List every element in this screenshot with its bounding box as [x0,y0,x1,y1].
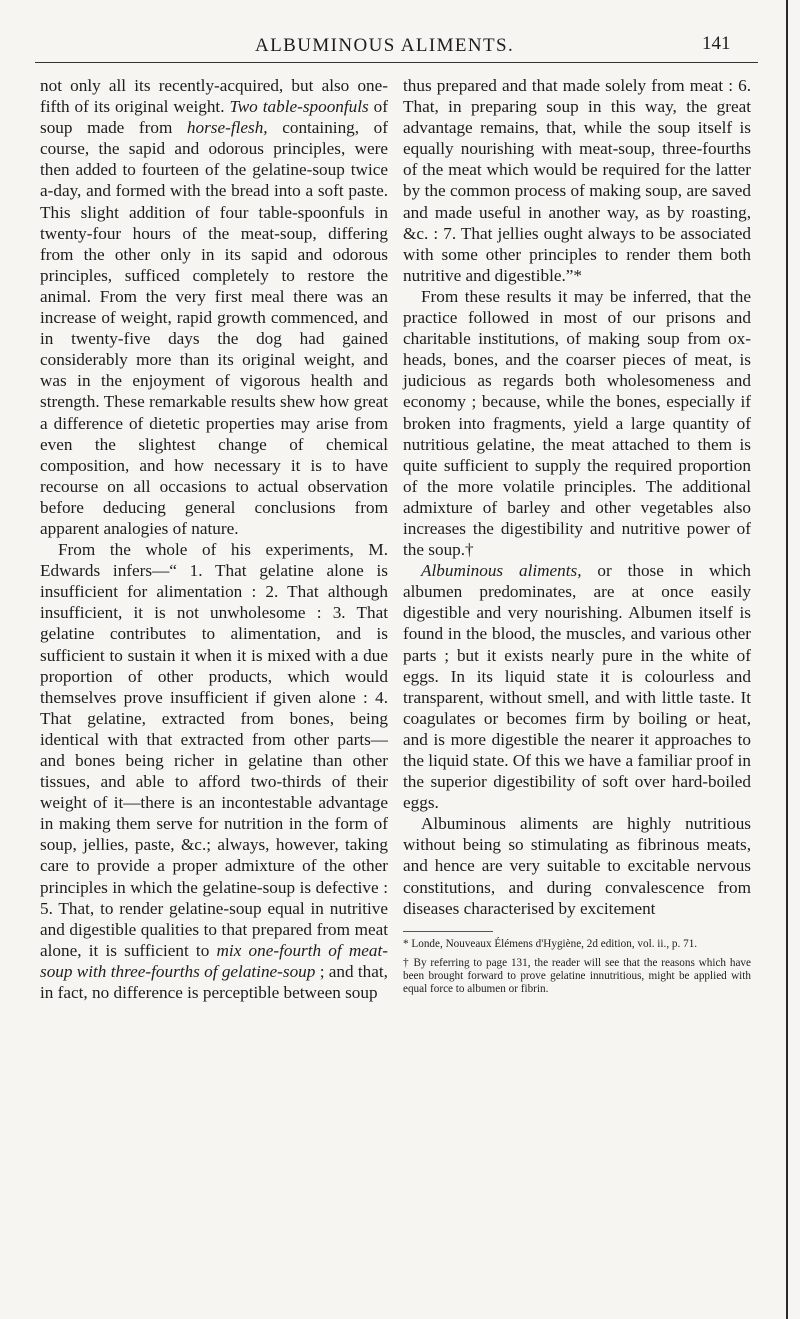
right-column [403,75,751,997]
italic-phrase: Two table-spoonfuls [229,97,369,117]
italic-phrase: mix one-fourth of meat-soup with three-fourths of gelatine-soup [40,940,388,981]
footnote-1: * Londe, Nouveaux Élémens d'Hygiène, 2d edition, vol. ii., p. 71. [403,937,698,950]
right-paragraph-1: thus prepared and that made solely from meat : 6. That, in preparing soup in this way, the great advantage remains, that, while the soup itself is equally nourishing with meat-soup, three-fourths of the meat which would be required for the latter by the common process of making soup, are saved and made useful in another way, as by roasting, &c. : 7. That jellies ought always to be associated with some other principles to render them both nutritive and digestible.”* [403,76,751,285]
right-paragraph-2: From these results it may be inferred, that the practice followed in most of our prisons and charitable institutions, of making soup from ox-heads, bones, and the coarser pieces of meat, is judicious as regards both wholesomeness and economy ; because, while the bones, especially if broken into fragments, yield a large quantity of nutritious gelatine, the meat attached to them is quite sufficient to supply the required proportion of the more volatile principles. The additional admixture of barley and other vegetables also increases the digestibility and nutritive power of the soup.† [403,286,751,560]
italic-phrase: Albuminous aliments, [421,561,582,581]
header-rule [35,62,758,63]
right-paragraph-4: Albuminous aliments are highly nutritious without being so stimulating as fibrinous meats, and hence are very suitable to excitable nervous constitutions, and during convalescence from diseases characterised by excitement [403,814,751,918]
right-paragraph-3: Albuminous aliments, or those in which albumen predominates, are at once easily digestible and very nourishing. Albumen itself is found in the blood, the muscles, and various other parts ; but it exists nearly pure in the white of eggs. In its liquid state it is colourless and transparent, without smell, and with little taste. It coagulates or becomes firm by boiling or heat, and is more digestible the nearer it approaches to the liquid state. Of this we have a familiar proof in the superior digestibility of soft over hard-boiled eggs. [403,561,751,813]
italic-phrase: horse-flesh, [186,118,268,138]
footnote-rule [403,931,493,932]
left-column [40,75,388,1003]
left-paragraph-1: not only all its recently-acquired, but also one-fifth of its original weight. Two table-spoonfuls of soup made from horse-flesh, containing, of course, the sapid and odorous principles, were then added to fourteen of the gelatine-soup twice a-day, and formed with the bread into a soft paste. This slight addition of four table-spoonfuls in twenty-four hours of the meat-soup, differing from the other only in its sapid and odorous principles, sufficed completely to restore the animal. From the very first meal there was an increase of weight, rapid growth commenced, and in twenty-five days the dog had gained considerably more than its original weight, and was in the enjoyment of vigorous health and strength. These remarkable results shew how great a difference of dietetic properties may arise from even the slightest change of chemical composition, and how necessary it is to have recourse on all occasions to actual observation before deducing general conclusions from apparent analogies of nature. [40,76,388,538]
running-head-title: ALBUMINOUS ALIMENTS. [255,35,515,56]
left-paragraph-2: From the whole of his experiments, M. Edwards infers—“ 1. That gelatine alone is insufficient for alimentation : 2. That although insufficient, it is not unwholesome : 3. That gelatine contributes to alimentation, and is sufficient to sustain it when it is mixed with a due proportion of other products, which would themselves prove insufficient if given alone : 4. That gelatine, extracted from bones, being identical with that extracted from other parts—and bones being richer in gelatine than other tissues, and able to afford two-thirds of their weight of it—there is an incontestable advantage in making them serve for nutrition in the form of soup, jellies, paste, &c.; always, however, taking care to provide a proper admixture of the other principles in which the gelatine-soup is defective : 5. That, to render gelatine-soup equal in nutritive and digestible qualities to that prepared from meat alone, it is sufficient to mix one-fourth of meat-soup with three-fourths of gelatine-soup ; and that, in fact, no difference is perceptible between soup [40,540,388,1003]
page-edge-line [786,0,788,1319]
page-number: 141 [702,33,731,54]
footnote-2: † By referring to page 131, the reader will see that the reasons which have been brought forward to prove gelatine innutritious, might be applied with equal force to albumen or fibrin. [403,956,751,996]
